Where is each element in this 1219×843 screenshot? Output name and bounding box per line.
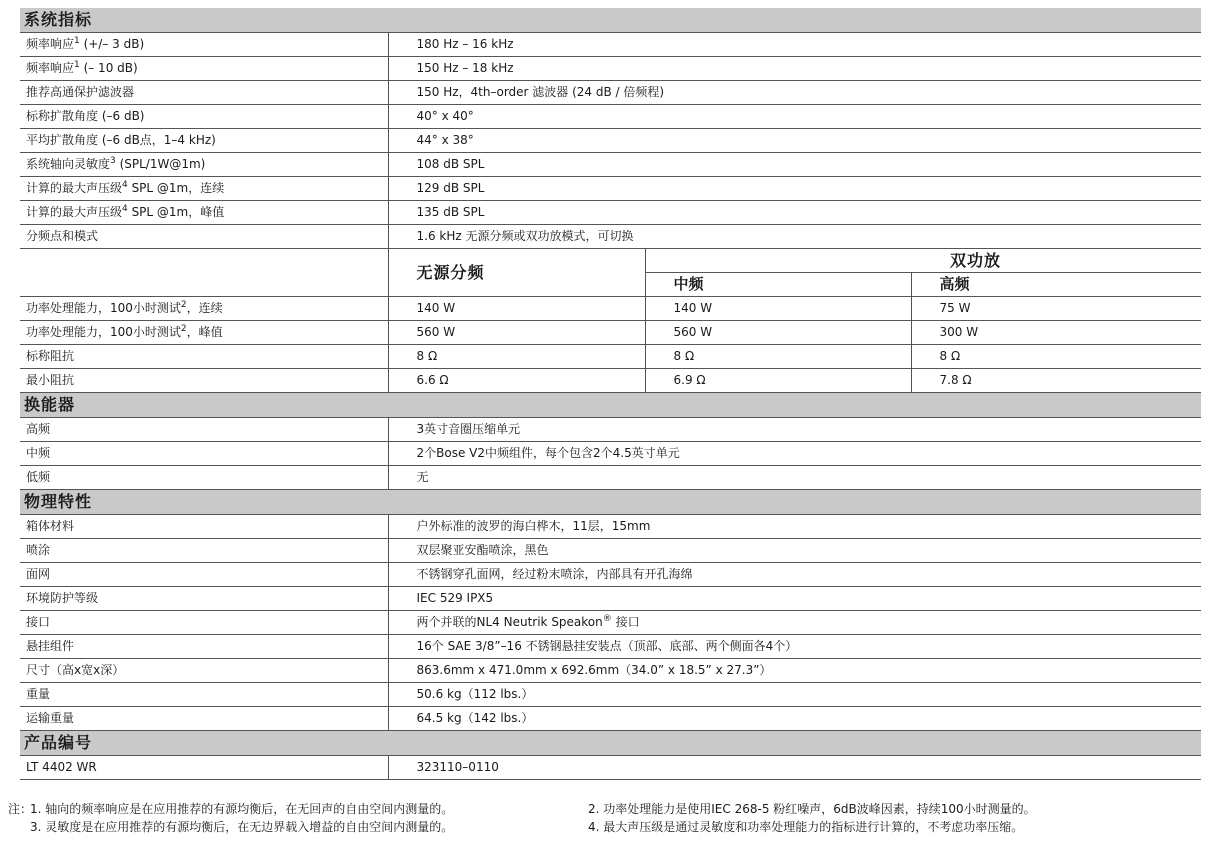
power-header-row (20, 249, 1201, 273)
table-row (20, 418, 1201, 442)
label-text: 标称阻抗 (26, 349, 75, 363)
table-row (20, 321, 1201, 345)
footnote-marker: 1 (74, 60, 80, 70)
value-high: 7.8 Ω (911, 369, 1201, 393)
spec-value (388, 707, 1201, 731)
header-mid: 中频 (645, 273, 911, 297)
table-row (20, 33, 1201, 57)
value-text: 64.5 kg（142 lbs.） (416, 711, 534, 725)
spec-label (20, 57, 388, 81)
value-mid: 560 W (645, 321, 911, 345)
spec-value (388, 683, 1201, 707)
table-row (20, 515, 1201, 539)
label-text: 功率处理能力，100小时测试 (26, 325, 181, 339)
value-text: 无 (416, 470, 429, 484)
footnote-marker: 2 (180, 300, 187, 310)
spec-label: 中频 (20, 442, 388, 466)
value-mid: 6.9 Ω (645, 369, 911, 393)
table-row (20, 466, 1201, 490)
value-text: 323110–0110 (416, 760, 499, 774)
label-tail: (– 10 dB) (79, 61, 138, 75)
note-2: 2. 功率处理能力是使用IEC 268-5 粉红噪声，6dB波峰因素，持续100小时测量的。 (588, 802, 1036, 816)
spec-label (20, 33, 388, 57)
label-text: 频率响应 (26, 37, 75, 51)
spec-label: 重量 (20, 683, 388, 707)
footnote-marker: 2 (180, 324, 187, 334)
spec-value: 129 dB SPL (388, 177, 1201, 201)
value-passive: 8 Ω (388, 345, 645, 369)
value-text: 户外标准的波罗的海白桦木，11层，15mm (416, 519, 651, 533)
table-row (20, 81, 1201, 105)
label-text: 推荐高通保护滤波器 (26, 85, 135, 99)
table-row (20, 105, 1201, 129)
spec-value: 40° x 40° (388, 105, 1201, 129)
spec-table (20, 8, 1201, 780)
label-text: 计算的最大声压级 (26, 181, 123, 195)
label-tail: (+/– 3 dB) (79, 37, 145, 51)
label-text: 系统轴向灵敏度 (26, 157, 111, 171)
table-row (20, 756, 1201, 780)
spec-label: 接口 (20, 611, 388, 635)
section-header-physical: 物理特性 (20, 490, 1201, 515)
value-text: 16个 SAE 3/8”–16 不锈钢悬挂安装点（顶部、底部、两个侧面各4个） (416, 639, 798, 653)
table-row (20, 539, 1201, 563)
value-passive: 140 W (388, 297, 645, 321)
value-passive: 6.6 Ω (388, 369, 645, 393)
spec-label (20, 321, 388, 345)
value-mid: 8 Ω (645, 345, 911, 369)
spec-value (388, 515, 1201, 539)
spec-value: 180 Hz – 16 kHz (388, 33, 1201, 57)
value-text: 863.6mm x 471.0mm x 692.6mm（34.0” x 18.5” x 27.3”） (416, 663, 772, 677)
spec-label: 低频 (20, 466, 388, 490)
spec-label: 面网 (20, 563, 388, 587)
label-tail: ，连续 (186, 301, 223, 315)
spec-value: 108 dB SPL (388, 153, 1201, 177)
spec-value (388, 756, 1201, 780)
spec-value (388, 659, 1201, 683)
table-row (20, 345, 1201, 369)
spec-label: 尺寸（高x宽x深） (20, 659, 388, 683)
header-high: 高频 (911, 273, 1201, 297)
table-row (20, 442, 1201, 466)
section-header-transducers: 换能器 (20, 393, 1201, 418)
spec-label (20, 105, 388, 129)
spec-sheet (20, 8, 1201, 780)
label-text: 分频点和模式 (26, 229, 99, 243)
value-high: 8 Ω (911, 345, 1201, 369)
spec-value: 150 Hz – 18 kHz (388, 57, 1201, 81)
value-text: 不锈钢穿孔面网，经过粉末喷涂，内部具有开孔海绵 (416, 567, 693, 581)
table-row (20, 683, 1201, 707)
spec-value (388, 466, 1201, 490)
spec-value (388, 611, 1201, 635)
spec-value: 150 Hz，4th–order 滤波器 (24 dB / 倍频程) (388, 81, 1201, 105)
table-row (20, 129, 1201, 153)
spec-value: 135 dB SPL (388, 201, 1201, 225)
value-text: 两个并联的NL4 Neutrik Speakon (416, 615, 603, 629)
table-row (20, 369, 1201, 393)
label-text: 计算的最大声压级 (26, 205, 123, 219)
spec-label: 喷涂 (20, 539, 388, 563)
spec-value (388, 635, 1201, 659)
label-text: 标称扩散角度 (–6 dB) (26, 109, 145, 123)
spec-label (20, 81, 388, 105)
table-row (20, 659, 1201, 683)
table-row (20, 611, 1201, 635)
footnotes (8, 800, 1213, 836)
label-text: 最小阻抗 (26, 373, 75, 387)
value-mid: 140 W (645, 297, 911, 321)
value-text: 50.6 kg（112 lbs.） (416, 687, 534, 701)
label-text: 频率响应 (26, 61, 75, 75)
table-row (20, 297, 1201, 321)
spec-label: 运输重量 (20, 707, 388, 731)
header-passive: 无源分频 (388, 249, 645, 297)
label-text: 功率处理能力，100小时测试 (26, 301, 181, 315)
registered-mark: ® (602, 614, 612, 624)
value-high: 300 W (911, 321, 1201, 345)
section-header-system: 系统指标 (20, 8, 1201, 33)
notes-prefix: 注： (8, 802, 33, 816)
table-row (20, 201, 1201, 225)
footnote-marker: 1 (74, 36, 80, 46)
spec-value (388, 539, 1201, 563)
spec-label (20, 345, 388, 369)
table-row (20, 225, 1201, 249)
spec-label: 悬挂组件 (20, 635, 388, 659)
table-row (20, 707, 1201, 731)
table-row (20, 177, 1201, 201)
spec-value: 1.6 kHz 无源分频或双功放模式，可切换 (388, 225, 1201, 249)
value-text: 双层聚亚安酯喷涂，黑色 (416, 543, 549, 557)
spec-value (388, 418, 1201, 442)
table-row (20, 153, 1201, 177)
footnote-marker: 4 (122, 204, 128, 214)
table-row (20, 57, 1201, 81)
spec-value (388, 442, 1201, 466)
spec-value (388, 563, 1201, 587)
label-tail: ，峰值 (186, 325, 223, 339)
value-text: 2个Bose V2中频组件，每个包含2个4.5英寸单元 (416, 446, 680, 460)
spec-label (20, 177, 388, 201)
spec-label (20, 297, 388, 321)
value-tail: 接口 (611, 615, 640, 629)
note-3: 3. 灵敏度是在应用推荐的有源均衡后，在无边界载入增益的自由空间内测量的。 (30, 820, 454, 834)
footnote-marker: 3 (110, 156, 116, 166)
section-header-part-number: 产品编号 (20, 731, 1201, 756)
footnote-marker: 4 (122, 180, 128, 190)
spec-label (20, 201, 388, 225)
spec-label: 高频 (20, 418, 388, 442)
value-text: 3英寸音圈压缩单元 (416, 422, 521, 436)
spec-label (20, 369, 388, 393)
table-row (20, 563, 1201, 587)
note-4: 4. 最大声压级是通过灵敏度和功率处理能力的指标进行计算的，不考虑功率压缩。 (588, 820, 1024, 834)
note-1: 1. 轴向的频率响应是在应用推荐的有源均衡后，在无回声的自由空间内测量的。 (30, 802, 454, 816)
spec-label: 箱体材料 (20, 515, 388, 539)
table-row (20, 587, 1201, 611)
spec-value: 44° x 38° (388, 129, 1201, 153)
value-high: 75 W (911, 297, 1201, 321)
value-text: IEC 529 IPX5 (416, 591, 494, 605)
spec-label (20, 153, 388, 177)
label-tail: (SPL/1W@1m) (115, 157, 206, 171)
label-tail: SPL @1m，连续 (127, 181, 225, 195)
table-row (20, 635, 1201, 659)
spec-value (388, 587, 1201, 611)
spec-label: LT 4402 WR (20, 756, 388, 780)
header-biamp: 双功放 (645, 249, 1201, 273)
spec-label: 环境防护等级 (20, 587, 388, 611)
spec-label (20, 225, 388, 249)
label-tail: SPL @1m，峰值 (127, 205, 225, 219)
spec-label (20, 129, 388, 153)
value-passive: 560 W (388, 321, 645, 345)
label-text: 平均扩散角度 (–6 dB点，1–4 kHz) (26, 133, 216, 147)
